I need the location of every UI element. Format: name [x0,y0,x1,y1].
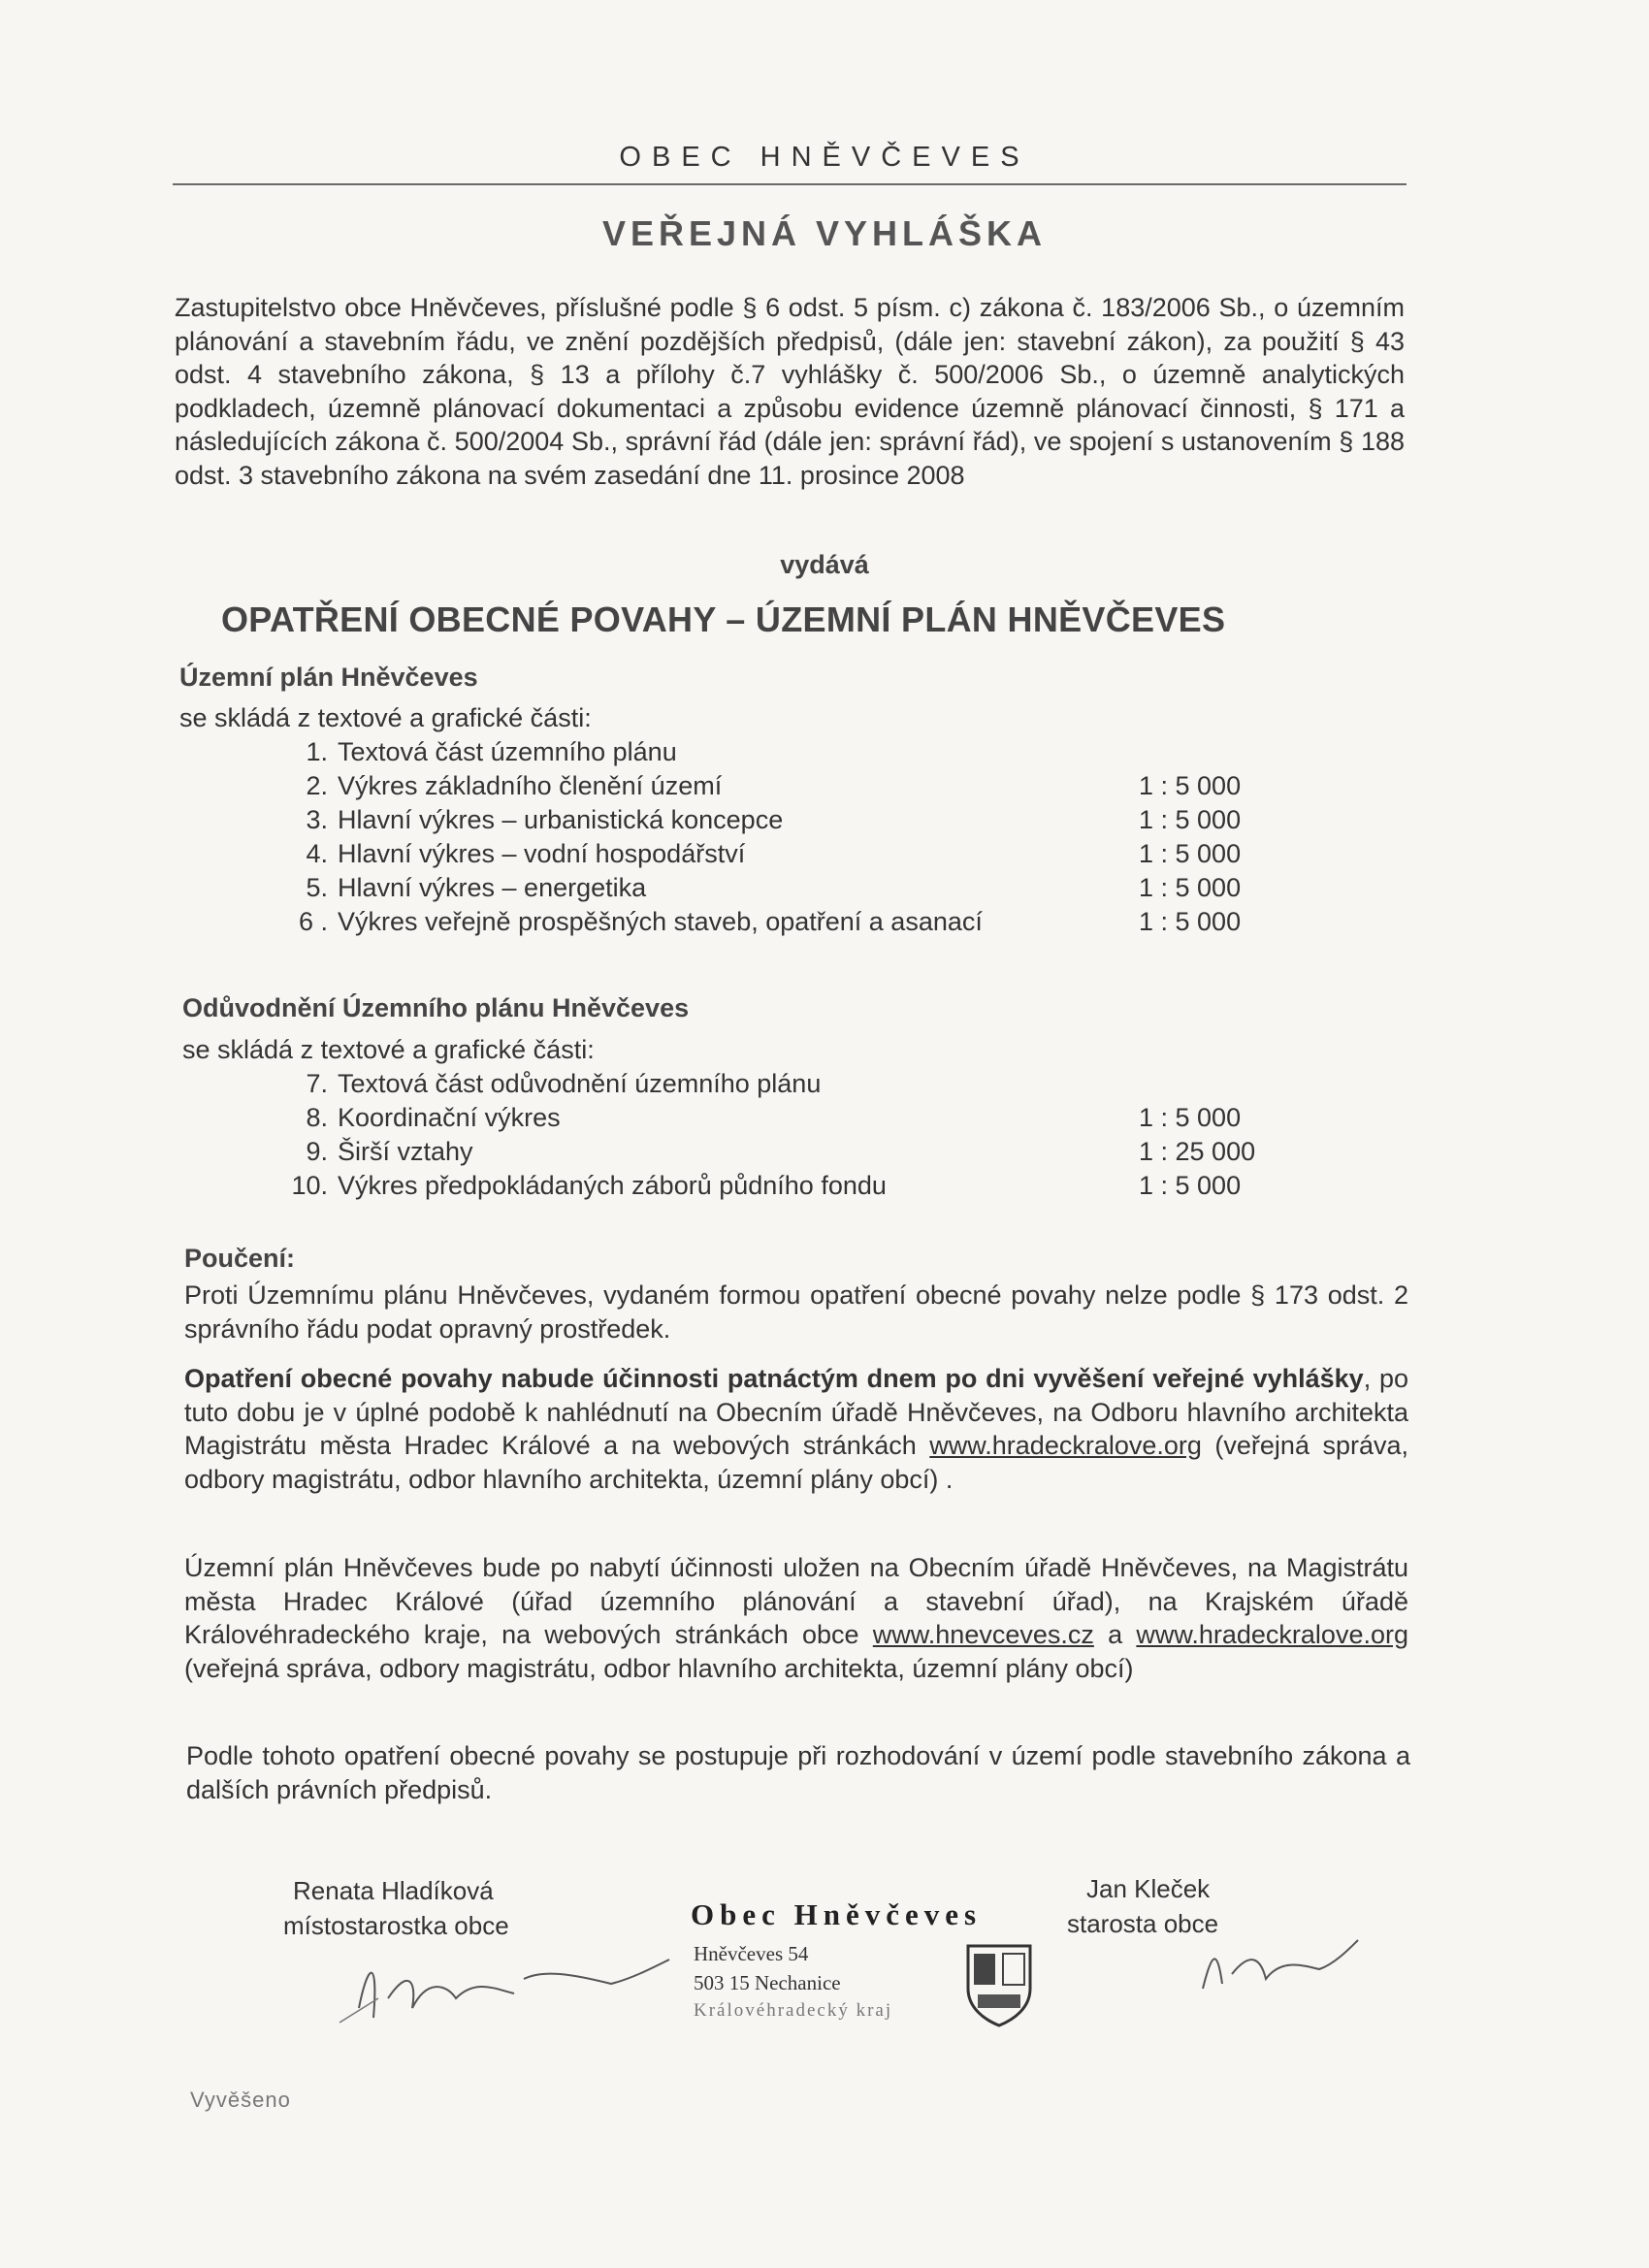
item-text: Textová část územního plánu [338,737,677,766]
coat-of-arms-icon [960,1940,1038,2027]
item-text: Výkres veřejně prospěšných staveb, opatření a asanací [338,907,983,936]
effect-paragraph [184,1362,1408,1496]
document-title: VEŘEJNÁ VYHLÁŠKA [601,213,1048,253]
justification-heading: Odůvodnění Územního plánu Hněvčeves [182,993,690,1022]
item-text: Textová část odůvodnění územního plánu [338,1069,822,1098]
right-signature-scribble [1183,1930,1377,2008]
item-number: 8. [306,1103,328,1132]
justification-list [281,1069,1300,1215]
item-scale: 1 : 5 000 [1139,839,1242,868]
item-number: 5. [306,873,328,902]
plan-heading: Územní plán Hněvčeves [179,663,478,692]
posted-footer: Vyvěšeno [190,2088,291,2112]
storage-text-1: Územní plán Hněvčeves bude po nabytí účinnosti uložen na Obecním úřadě Hněvčeves, na Magistrátu města Hradec Králové (úřad územního plánování a stavební úřad), na Krajském úřadě Královéhradeckého kraje, na webových stránkách obce [184,1553,1408,1649]
item-number: 3. [306,805,328,834]
justification-consists: se skládá z textové a grafické části: [182,1035,595,1064]
item-scale: 1 : 25 000 [1139,1137,1256,1166]
item-number: 2. [306,771,328,800]
effect-text-2: (veřejná správa, odbory magistrátu, odbor hlavního architekta, územní plány obcí) . [184,1431,1408,1494]
storage-text-2: a [1093,1620,1137,1649]
procedure-paragraph: Podle tohoto opatření obecné povahy se postupuje při rozhodování v území podle stavebního zákona a dalších právních předpisů. [186,1741,1410,1804]
right-signatory-name: Jan Kleček [1086,1874,1211,1903]
hradeckralove-link[interactable]: www.hradeckralove.org [1136,1620,1408,1649]
plan-consists: se skládá z textové a grafické části: [179,703,592,732]
left-signature-scribble [320,1940,689,2027]
instruction-text: Proti Územnímu plánu Hněvčeves, vydaném formou opatření obecné povahy nelze podle § 173 odst. 2 správního řádu podat opravný prostředek. [184,1280,1408,1344]
item-scale: 1 : 5 000 [1139,1103,1242,1132]
issues-label: vydává [780,550,869,579]
hnevceves-link[interactable]: www.hnevceves.cz [872,1620,1094,1649]
stamp-address-2: 503 15 Nechanice [694,1971,841,1994]
header-rule [173,183,1406,185]
stamp-address-3: Královéhradecký kraj [694,2000,893,2021]
storage-text-3: (veřejná správa, odbory magistrátu, odbor hlavního architekta, územní plány obcí) [184,1653,1134,1683]
item-number: 10. [291,1171,328,1200]
instruction-heading: Poučení: [184,1244,296,1273]
item-text: Hlavní výkres – vodní hospodářství [338,839,746,868]
item-text: Výkres předpokládaných záborů půdního fondu [338,1171,887,1200]
item-text: Širší vztahy [338,1137,473,1166]
left-signatory-name: Renata Hladíková [293,1876,494,1905]
item-text: Hlavní výkres – energetika [338,873,647,902]
storage-paragraph [184,1551,1408,1685]
item-scale: 1 : 5 000 [1139,771,1242,800]
item-scale: 1 : 5 000 [1139,873,1242,902]
intro-paragraph: Zastupitelstvo obce Hněvčeves, příslušné podle § 6 odst. 5 písm. c) zákona č. 183/2006 Sb., o územním plánování a stavebním řádu, ve znění pozdějších předpisů, (dále jen: stavební zákon), za použití § 43 odst. 4 stavebního zákona, § 13 a přílohy č.7 vyhlášky č. 500/2006 Sb., o územně analytických podkladech, územně plánovací dokumentaci a způsobu evidence územně plánovací činnosti, § 171 a následujících zákona č. 500/2004 Sb., správní řád (dále jen: správní řád), ve spojení s ustanovením § 188 odst. 3 stavebního zákona na svém zasedání dne 11. prosince 2008 [175,293,1405,490]
item-number: 6 . [298,907,328,936]
stamp-address-1: Hněvčeves 54 [694,1942,809,1965]
right-signatory-role: starosta obce [1067,1909,1219,1938]
item-number: 9. [306,1137,328,1166]
item-text: Hlavní výkres – urbanistická koncepce [338,805,784,834]
item-number: 7. [306,1069,328,1098]
effect-text-1: , po tuto dobu je v úplné podobě k nahlédnutí na Obecním úřadě Hněvčeves, na Odboru hlavního architekta Magistrátu města Hradec Králové a na webových stránkách [184,1364,1408,1460]
item-number: 4. [306,839,328,868]
item-scale: 1 : 5 000 [1139,805,1242,834]
effect-bold: Opatření obecné povahy nabude účinnosti patnáctým dnem po dni vyvěšení veřejné vyhlášky [184,1364,1364,1393]
main-heading: OPATŘENÍ OBECNÉ POVAHY – ÚZEMNÍ PLÁN HNĚVČEVES [221,599,1226,639]
stamp-title: Obec Hněvčeves [691,1897,983,1931]
plan-list [281,737,1300,951]
item-scale: 1 : 5 000 [1139,1171,1242,1200]
municipality-name: OBEC HNĚVČEVES [619,142,1030,173]
hradeckralove-link[interactable]: www.hradeckralove.org [929,1431,1202,1460]
item-number: 1. [306,737,328,766]
item-text: Výkres základního členění území [338,771,723,800]
left-signatory-role: místostarostka obce [283,1911,509,1940]
item-scale: 1 : 5 000 [1139,907,1242,936]
item-text: Koordinační výkres [338,1103,561,1132]
